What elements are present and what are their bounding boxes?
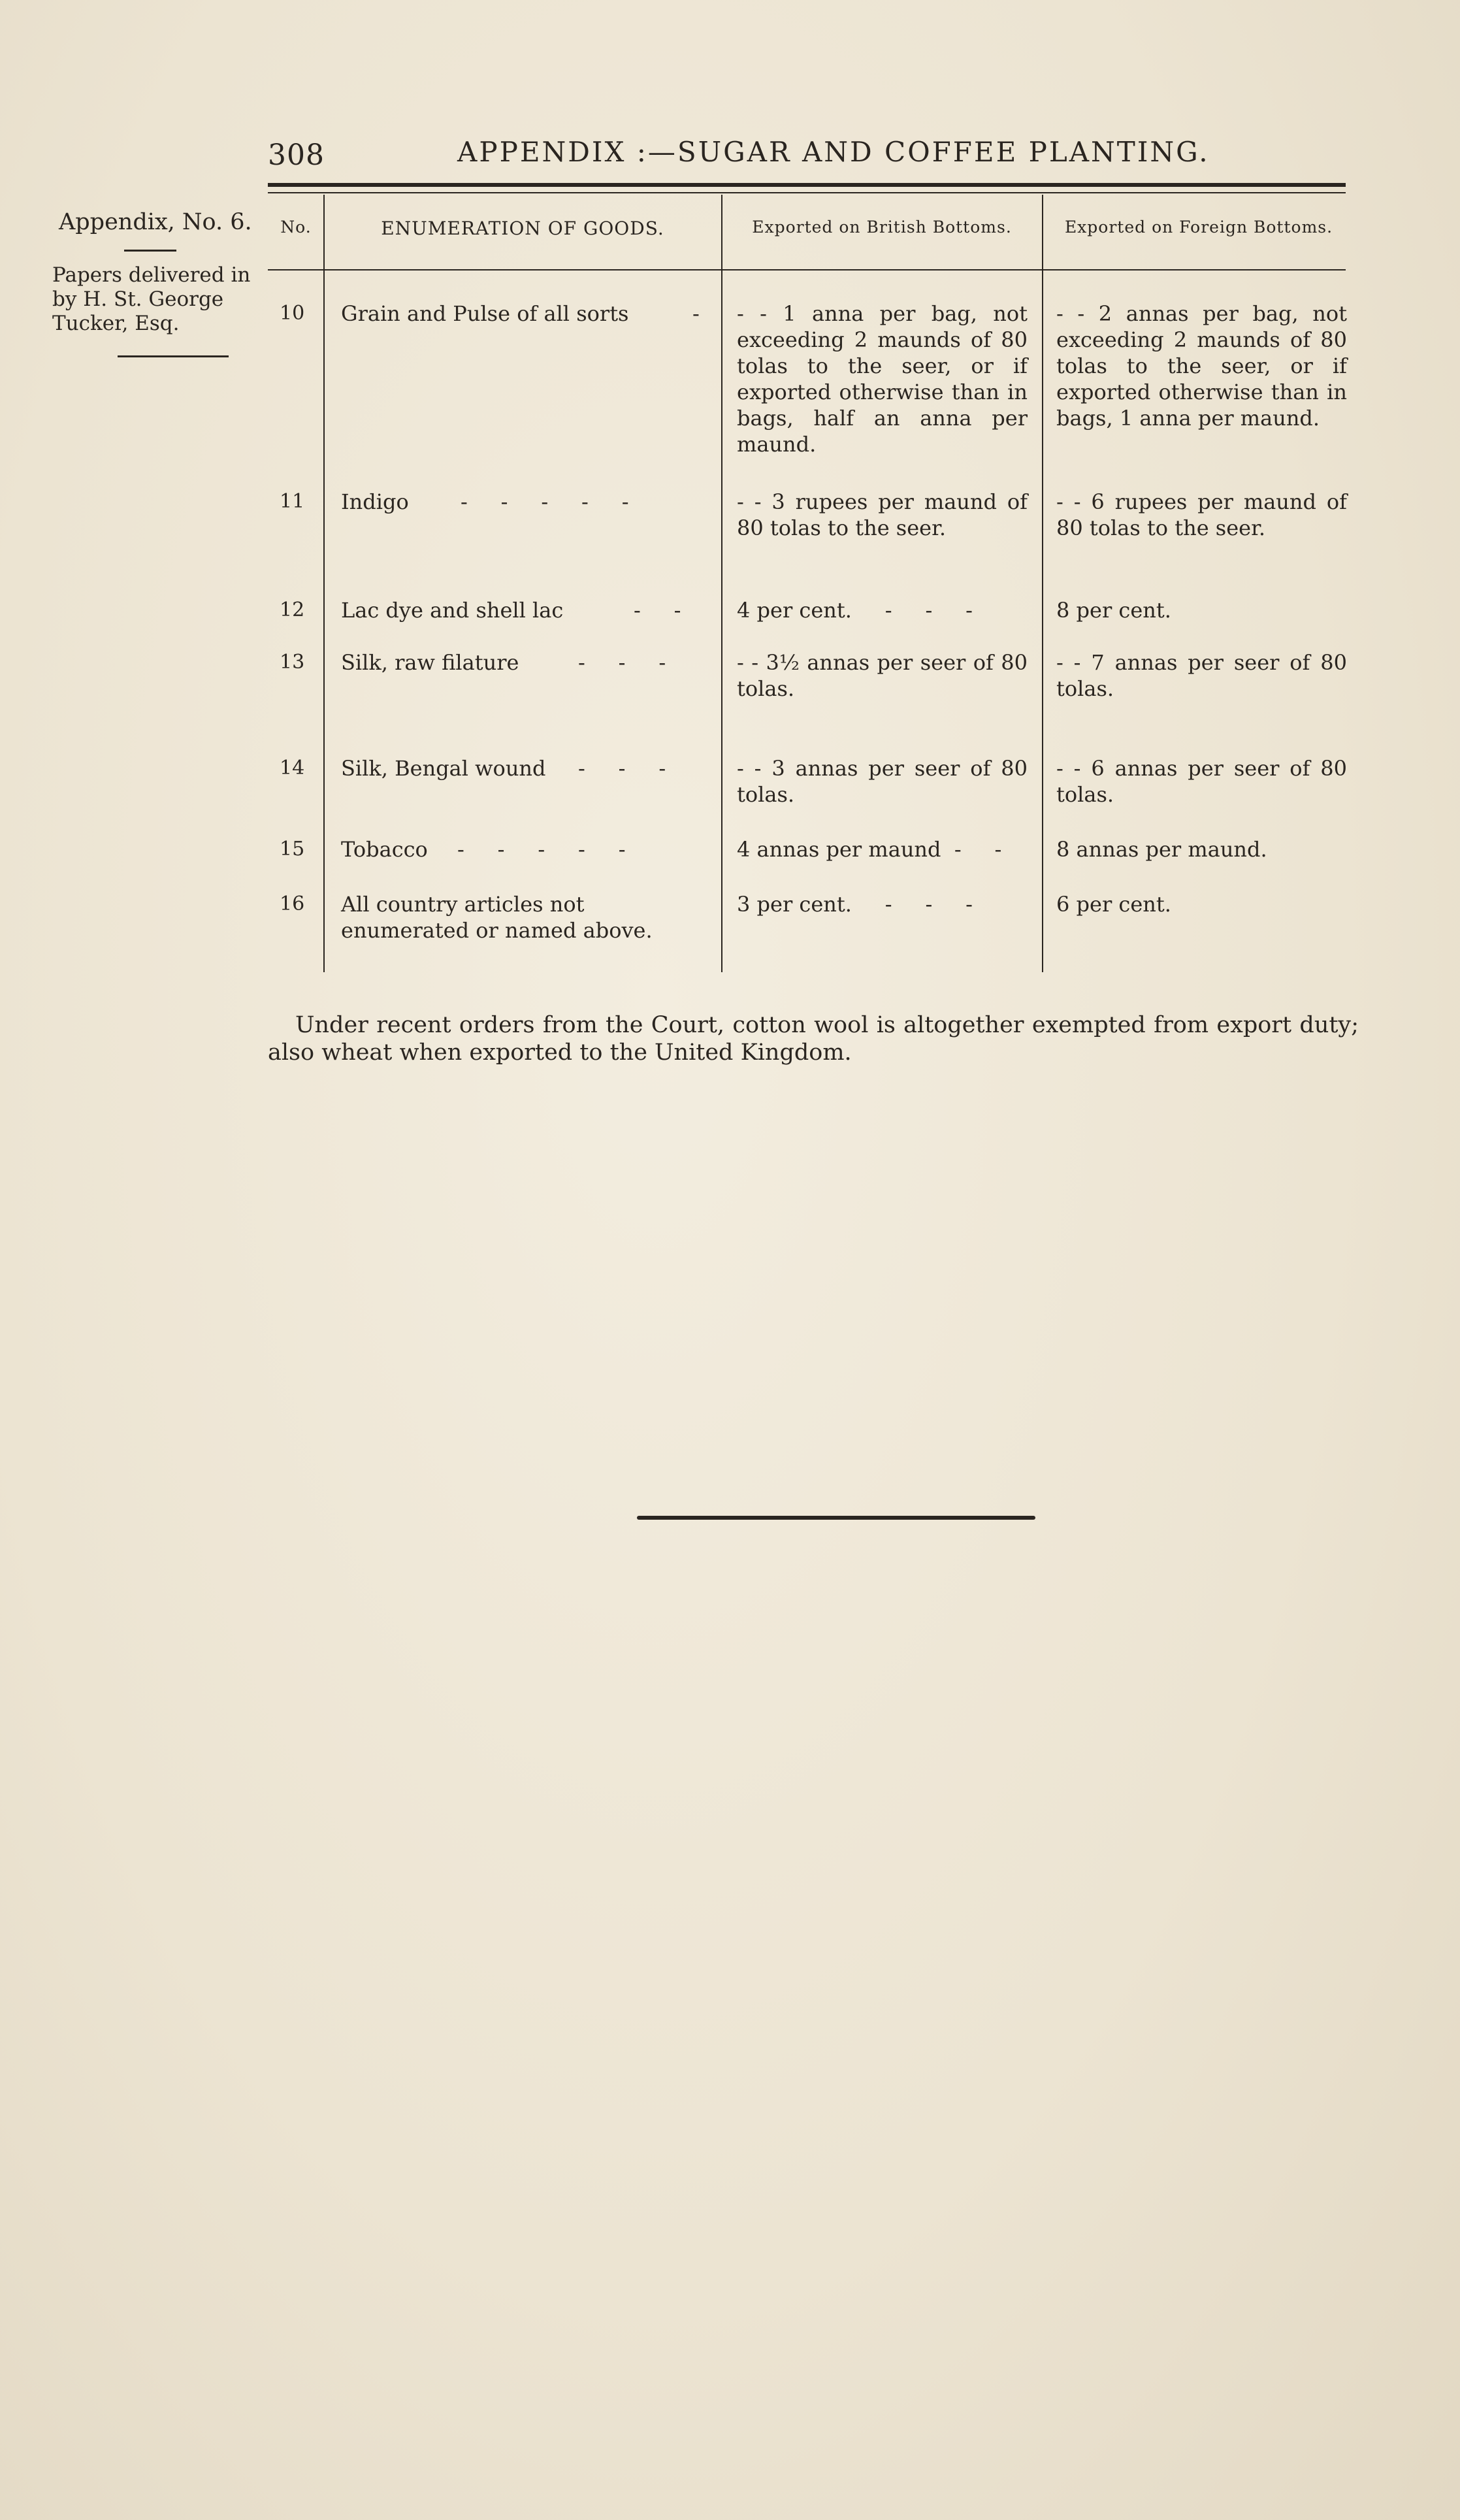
papers-line: Papers delivered in bbox=[52, 263, 251, 287]
row-number: 10 bbox=[280, 302, 305, 325]
foreign-duty: 8 annas per maund. bbox=[1056, 837, 1267, 862]
row-number: 14 bbox=[280, 757, 305, 779]
goods-name: All country articles not enumerated or named above. bbox=[341, 892, 653, 943]
section-divider-rule bbox=[637, 1516, 1035, 1520]
british-duty: - - 1 anna per bag, not exceeding 2 maunds of 80 tolas to the seer, or if exported otherwise than in bags, half an anna per maund. bbox=[737, 301, 1028, 457]
footnote-paragraph: Under recent orders from the Court, cotton wool is altogether exempted from export duty; also wheat when exported to the United Kingdom. bbox=[268, 1012, 1359, 1066]
row-number: 16 bbox=[280, 892, 305, 915]
leader-dashes: - - bbox=[634, 598, 681, 623]
goods-name: Silk, raw filature bbox=[341, 650, 519, 675]
goods-name: Indigo bbox=[341, 489, 409, 514]
foreign-duty: - - 7 annas per seer of 80 tolas. bbox=[1056, 650, 1347, 701]
col-header-goods: ENUMERATION OF GOODS. bbox=[381, 218, 664, 239]
page-number: 308 bbox=[268, 139, 325, 172]
col-header-no: No. bbox=[280, 218, 312, 237]
leader-dashes: - - - bbox=[578, 756, 666, 781]
column-rule bbox=[323, 195, 325, 972]
british-duty: 4 annas per maund - - bbox=[737, 837, 1002, 862]
row-number: 11 bbox=[280, 490, 305, 513]
column-rule bbox=[1042, 195, 1043, 972]
appendix-label: Appendix, No. 6. bbox=[59, 209, 252, 235]
margin-note bbox=[52, 209, 255, 357]
papers-line: by H. St. George bbox=[52, 287, 224, 311]
foreign-duty: 8 per cent. bbox=[1056, 598, 1171, 623]
foreign-duty: - - 6 annas per seer of 80 tolas. bbox=[1056, 756, 1347, 807]
column-rule bbox=[721, 195, 722, 972]
british-duty: - - 3 rupees per maund of 80 tolas to the seer. bbox=[737, 489, 1028, 540]
british-duty: - - 3 annas per seer of 80 tolas. bbox=[737, 756, 1028, 807]
foreign-duty: 6 per cent. bbox=[1056, 892, 1171, 917]
row-number: 15 bbox=[280, 838, 305, 860]
col-header-british: Exported on British Bottoms. bbox=[752, 218, 1012, 237]
leader-dashes: - - - - - bbox=[457, 837, 626, 862]
goods-name: Silk, Bengal wound bbox=[341, 756, 546, 781]
leader-dashes: - - - bbox=[578, 650, 666, 675]
papers-line: Tucker, Esq. bbox=[52, 312, 180, 335]
margin-short-rule bbox=[124, 250, 176, 252]
col-header-foreign: Exported on Foreign Bottoms. bbox=[1064, 218, 1333, 237]
goods-name: Grain and Pulse of all sorts bbox=[341, 301, 629, 326]
margin-long-rule bbox=[118, 355, 229, 357]
british-duty: 4 per cent. - - - bbox=[737, 598, 973, 623]
header-row-rule bbox=[268, 269, 1346, 270]
british-duty: 3 per cent. - - - bbox=[737, 892, 973, 917]
running-title: APPENDIX :—SUGAR AND COFFEE PLANTING. bbox=[457, 136, 1210, 168]
foreign-duty: - - 6 rupees per maund of 80 tolas to the seer. bbox=[1056, 489, 1347, 540]
goods-name: Tobacco bbox=[341, 837, 428, 862]
leader-dashes: - bbox=[692, 301, 700, 326]
row-number: 12 bbox=[280, 598, 305, 621]
row-number: 13 bbox=[280, 651, 305, 674]
british-duty: - - 3½ annas per seer of 80 tolas. bbox=[737, 650, 1028, 701]
header-double-rule bbox=[268, 183, 1346, 193]
foreign-duty: - - 2 annas per bag, not exceeding 2 maunds of 80 tolas to the seer, or if exported otherwise than in bags, 1 anna per maund. bbox=[1056, 301, 1347, 431]
leader-dashes: - - - - - bbox=[461, 489, 629, 514]
papers-note bbox=[52, 263, 255, 336]
goods-name: Lac dye and shell lac bbox=[341, 598, 564, 623]
